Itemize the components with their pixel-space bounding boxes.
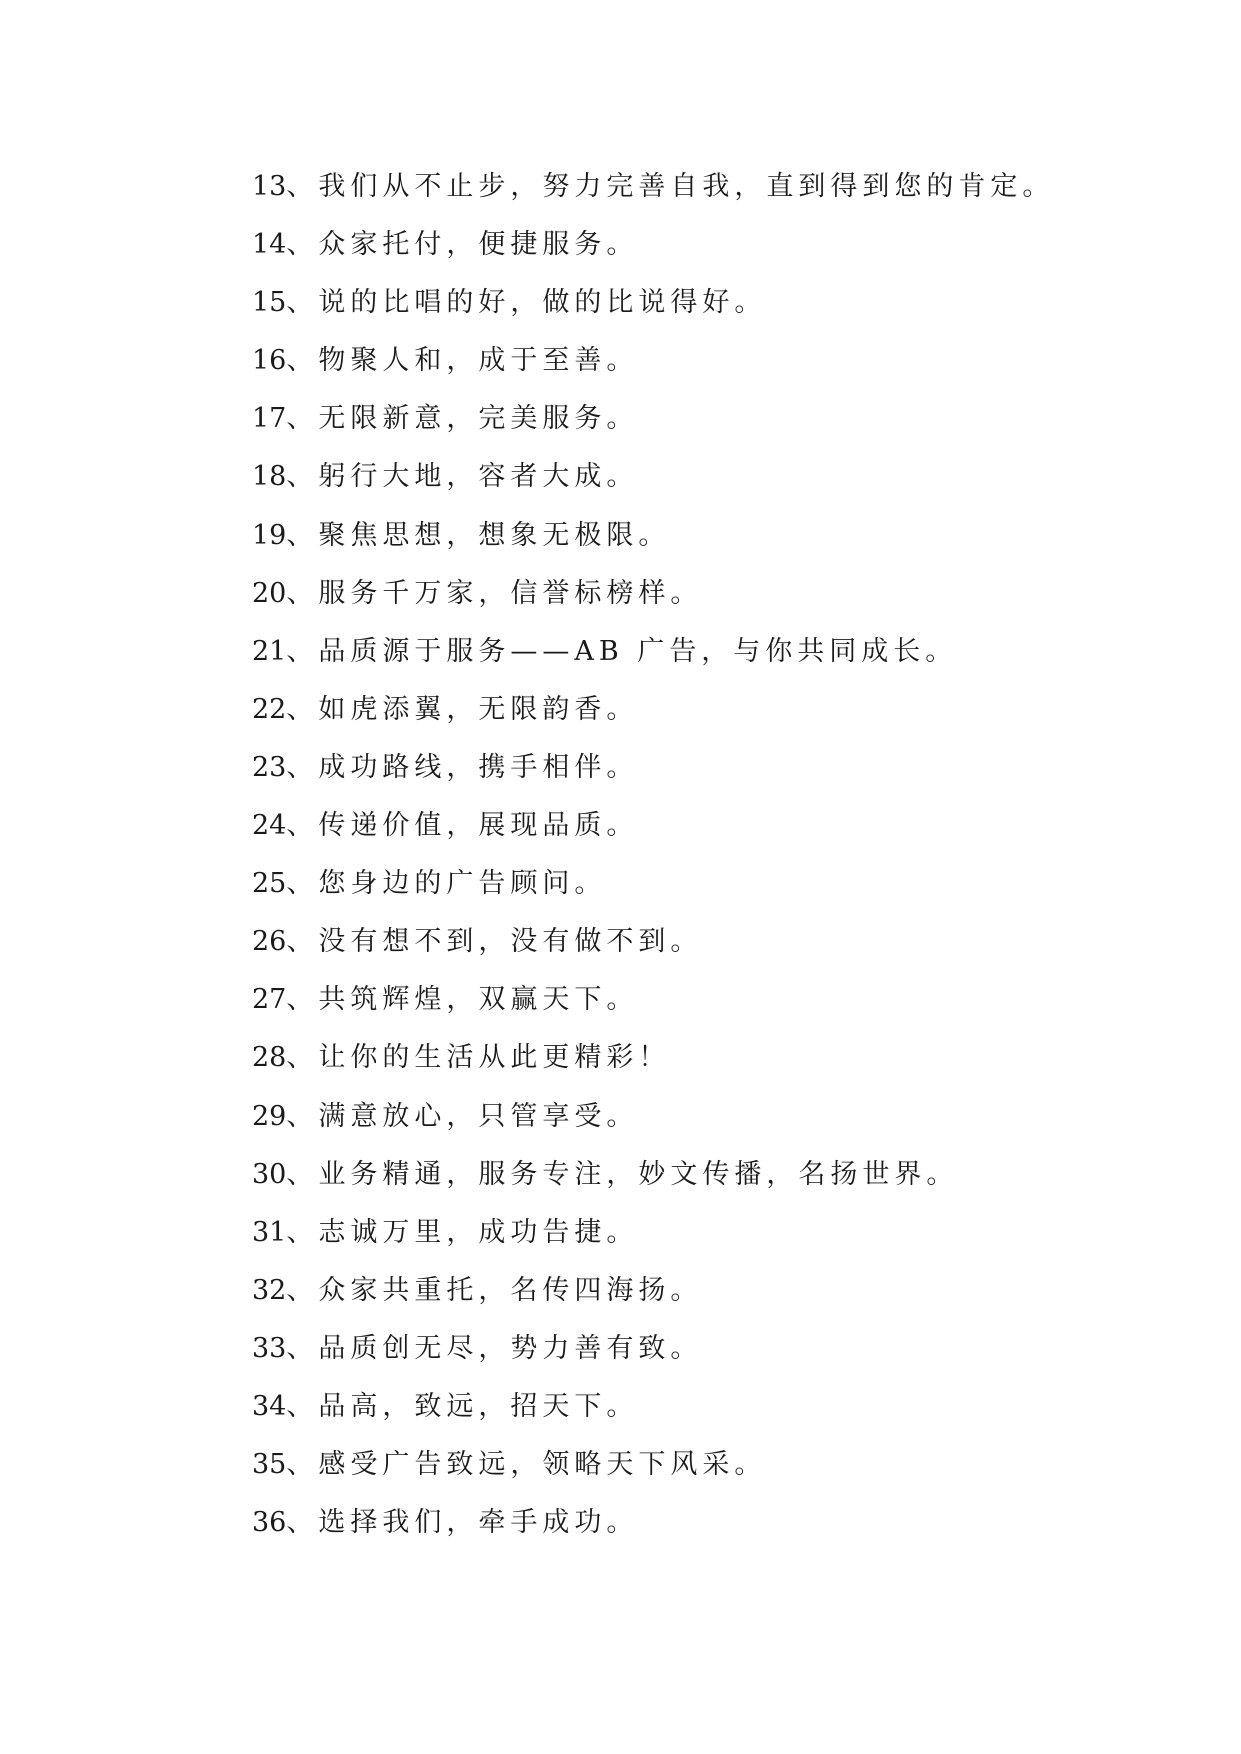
item-text: 、说的比唱的好，做的比说得好。 xyxy=(286,287,767,319)
item-text: 、志诚万里，成功告捷。 xyxy=(286,1216,639,1248)
item-text: 、躬行大地，容者大成。 xyxy=(286,461,639,493)
item-number: 15 xyxy=(252,287,287,319)
list-item xyxy=(252,797,1152,855)
item-number: 26 xyxy=(252,926,287,958)
item-number: 27 xyxy=(252,984,287,1016)
item-number: 36 xyxy=(252,1507,287,1539)
item-text: 、业务精通，服务专注，妙文传播，名扬世界。 xyxy=(286,1158,959,1190)
item-number: 24 xyxy=(252,810,287,842)
list-item xyxy=(252,855,1152,913)
list-item xyxy=(252,681,1152,739)
list-item xyxy=(252,913,1152,971)
item-text: 、成功路线，携手相伴。 xyxy=(286,751,639,783)
item-text: 、您身边的广告顾问。 xyxy=(286,868,607,900)
list-item xyxy=(252,448,1152,506)
item-number: 28 xyxy=(252,1042,287,1074)
list-item xyxy=(252,216,1152,274)
item-number: 23 xyxy=(252,751,287,783)
list-item xyxy=(252,1262,1152,1320)
list-item xyxy=(252,1494,1152,1552)
item-text: 、品质创无尽，势力善有致。 xyxy=(286,1332,703,1364)
item-text: 、品高，致远，招天下。 xyxy=(286,1390,639,1422)
item-text: 、满意放心，只管享受。 xyxy=(286,1100,639,1132)
item-text: 、服务千万家，信誉标榜样。 xyxy=(286,577,703,609)
item-number: 18 xyxy=(252,461,287,493)
item-number: 20 xyxy=(252,577,287,609)
item-number: 16 xyxy=(252,345,287,377)
item-text: 、聚焦思想，想象无极限。 xyxy=(286,519,671,551)
item-text: 、物聚人和，成于至善。 xyxy=(286,345,639,377)
slogan-list xyxy=(252,158,1152,1552)
list-item xyxy=(252,1146,1152,1204)
list-item xyxy=(252,1204,1152,1262)
item-number: 35 xyxy=(252,1449,287,1481)
list-item xyxy=(252,390,1152,448)
item-number: 30 xyxy=(252,1158,287,1190)
list-item xyxy=(252,158,1152,216)
item-text: 、传递价值，展现品质。 xyxy=(286,810,639,842)
item-number: 21 xyxy=(252,635,287,667)
list-item xyxy=(252,1320,1152,1378)
list-item xyxy=(252,739,1152,797)
item-number: 22 xyxy=(252,693,287,725)
item-number: 25 xyxy=(252,868,287,900)
item-number: 29 xyxy=(252,1100,287,1132)
item-number: 34 xyxy=(252,1390,287,1422)
item-text: 、如虎添翼，无限韵香。 xyxy=(286,693,639,725)
item-number: 19 xyxy=(252,519,287,551)
item-text: 、让你的生活从此更精彩！ xyxy=(286,1042,671,1074)
list-item xyxy=(252,332,1152,390)
item-text: 、品质源于服务——AB 广告，与你共同成长。 xyxy=(286,635,958,667)
list-item xyxy=(252,971,1152,1029)
list-item xyxy=(252,565,1152,623)
list-item xyxy=(252,507,1152,565)
item-text: 、选择我们，牵手成功。 xyxy=(286,1507,639,1539)
list-item xyxy=(252,1029,1152,1087)
item-text: 、众家共重托，名传四海扬。 xyxy=(286,1274,703,1306)
list-item xyxy=(252,1436,1152,1494)
item-number: 17 xyxy=(252,403,287,435)
item-number: 32 xyxy=(252,1274,287,1306)
item-text: 、我们从不止步，努力完善自我，直到得到您的肯定。 xyxy=(286,171,1055,202)
list-item xyxy=(252,1088,1152,1146)
list-item xyxy=(252,623,1152,681)
item-number: 14 xyxy=(252,229,287,261)
item-text: 、没有想不到，没有做不到。 xyxy=(286,926,703,958)
item-text: 、无限新意，完美服务。 xyxy=(286,403,639,435)
item-number: 31 xyxy=(252,1216,287,1248)
list-item xyxy=(252,1378,1152,1436)
item-number: 33 xyxy=(252,1332,287,1364)
item-text: 、感受广告致远，领略天下风采。 xyxy=(286,1449,767,1481)
item-text: 、众家托付，便捷服务。 xyxy=(286,229,639,261)
item-text: 、共筑辉煌，双赢天下。 xyxy=(286,984,639,1016)
item-number: 13 xyxy=(252,171,287,202)
list-item xyxy=(252,274,1152,332)
